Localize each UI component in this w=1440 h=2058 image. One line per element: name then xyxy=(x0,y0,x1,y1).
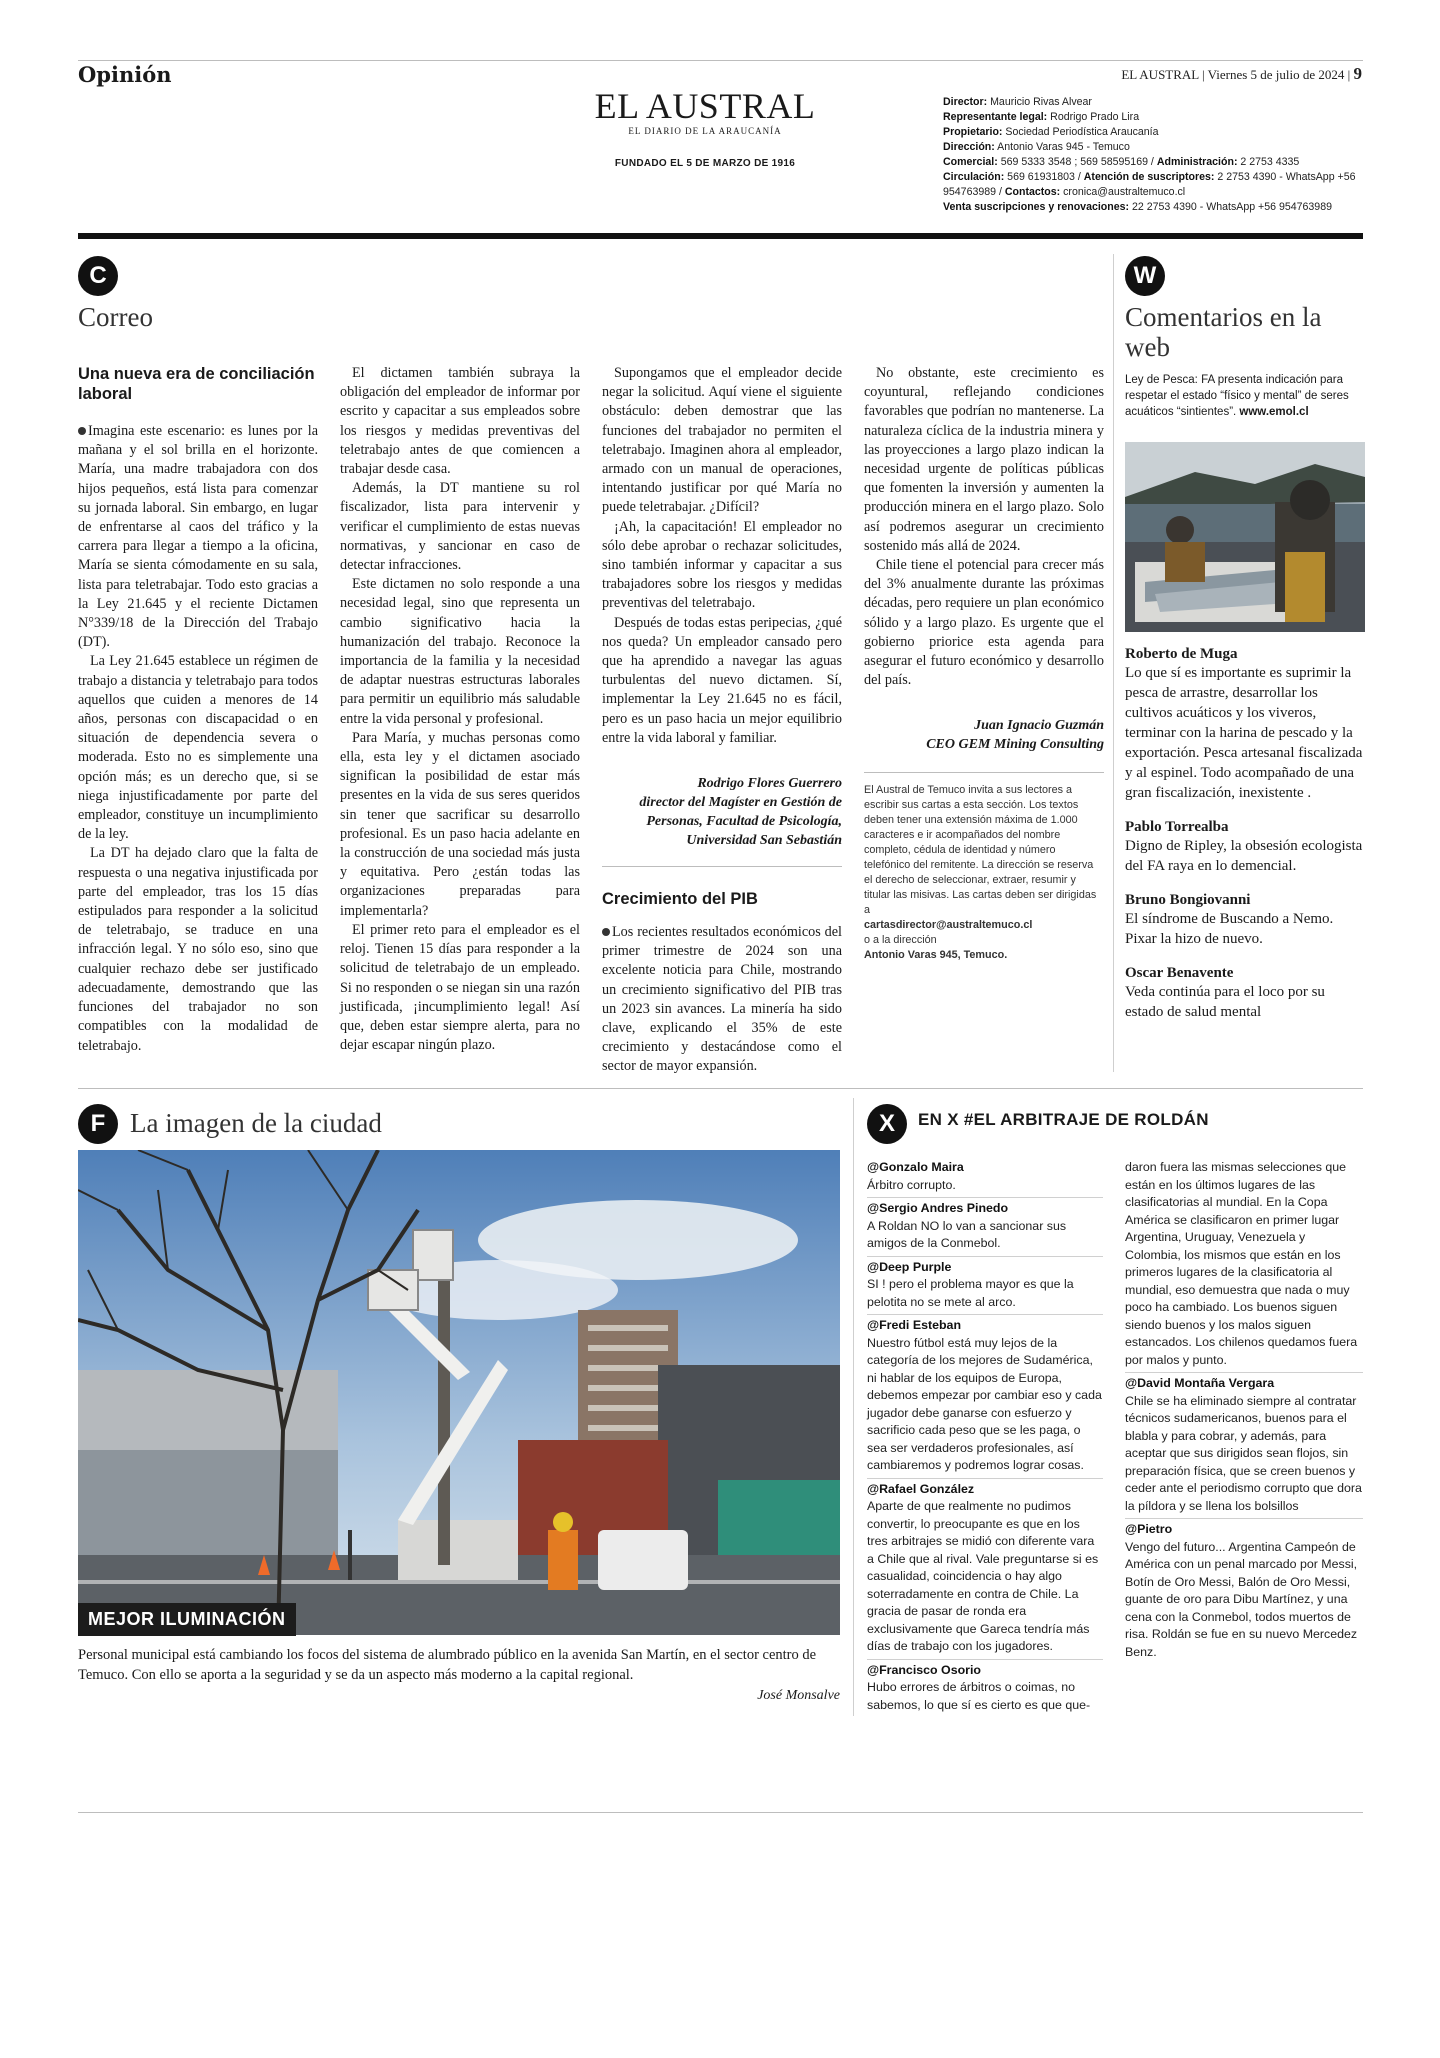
divider xyxy=(864,772,1104,773)
letter1-column-3 xyxy=(602,364,842,1077)
x-post-text: Hubo errores de árbitros o coimas, no sabemos, lo que sí es cierto es que que- xyxy=(867,1680,1091,1712)
x-post xyxy=(867,1660,1103,1718)
column-divider xyxy=(1113,254,1114,1072)
x-handle[interactable]: @Francisco Osorio xyxy=(867,1662,981,1677)
letter1-paragraph: Después de todas estas peripecias, ¿qué nos queda? Un empleador cansado pero que ha aprendido a navegar las aguas turbulentas del nuevo dictamen. Sí, implementar la Ley 21.645 no es fácil, pero es un paso hacia un mejor equilibrio entre la vida laboral y familiar. xyxy=(602,614,842,746)
masthead-founded: FUNDADO EL 5 DE MARZO DE 1916 xyxy=(614,158,796,169)
fishermen-image xyxy=(1125,442,1365,632)
city-photo xyxy=(78,1150,840,1635)
web-comment-author: Roberto de Muga xyxy=(1125,646,1238,662)
x-title: EN X #EL ARBITRAJE DE ROLDÁN xyxy=(918,1110,1209,1129)
letter1-paragraph: Además, la DT mantiene su rol fiscalizador, lista para intervenir y verificar el cumplimiento de estas nuevas normativas, y sancionar en caso de detectar infracciones. xyxy=(340,480,580,574)
x-post-text: Chile se ha eliminado siempre al contratar técnicos sudamericanos, buenos para el blabla y para cobrar, y además, para aceptar que sus dirigidos sean flojos, sin preparación física, que se creen buenos y ceder ante el periodismo corrupto que dora la píldora y se llena los bolsillos xyxy=(1125,1393,1362,1513)
x-post-text: Aparte de que realmente no pudimos convertir, lo preocupante es que en los tres arbitrajes se midió con diferente vara a Chile que al rival. Vale preguntarse si es casualidad, coincidencia o hay algo soterradamente en contra de Chile. La gracia de pasar de ronda era exclusivamente que Gareca tendría más días de trabajo con los jugadores. xyxy=(867,1499,1099,1653)
staff-box xyxy=(943,95,1363,215)
x-handle[interactable]: @Sergio Andres Pinedo xyxy=(867,1201,1009,1215)
letter1-column-1 xyxy=(78,364,318,1056)
web-comment-author: Pablo Torrealba xyxy=(1125,819,1229,835)
x-post-text: daron fuera las mismas selecciones que están en los últimos lugares de las clasificatorias al mundial. En la Copa América se clasificaron en primer lugar Argentina, Uruguay, Venezuela y Colombia, los mismos que están en los primeros lugares de la clasificatoria al mundial, eso demuestra que nada o muy poco ha cambiado. Los buenos siguen siendo buenos y los malos siguen estancados. Los chilenos quedamos fuera por malos y punto. xyxy=(1125,1160,1358,1367)
page-number: 9 xyxy=(1353,64,1362,83)
letter1-paragraph: ¡Ah, la capacitación! El empleador no sólo debe aprobar o rechazar solicitudes, sino también informar y capacitar a sus trabajadores sobre los riesgos y medidas preventivas del teletrabajo. xyxy=(602,518,842,612)
letters-email[interactable]: cartasdirector@australtemuco.cl xyxy=(864,919,1033,932)
letter1-signature: Rodrigo Flores Guerrero director del Magíster en Gestión de Personas, Facultad de Psicología, Universidad San Sebastián xyxy=(639,776,842,849)
divider xyxy=(602,866,842,867)
web-comment-text: El síndrome de Buscando a Nemo. Pixar la hizo de nuevo. xyxy=(1125,911,1334,947)
staff-line: Comercial: 569 5333 3548 ; 569 58595169 / Administración: 2 2753 4335 xyxy=(943,156,1300,168)
section-label: Opinión xyxy=(78,62,172,87)
web-comment xyxy=(1125,892,1365,949)
web-comment-author: Bruno Bongiovanni xyxy=(1125,892,1251,908)
x-column-2 xyxy=(1125,1157,1363,1664)
x-post-continued xyxy=(1125,1157,1363,1373)
letter2-paragraph: No obstante, este crecimiento es coyuntural, reflejando condiciones favorables que podrían no mantenerse. La naturaleza cíclica de la industria minera y las proyecciones a largo plazo indican la necesidad urgente de políticas públicas que fomenten la inversión y aumenten la producción minera en el largo plazo. Solo así podremos asegurar un crecimiento sostenido más allá de 2024. xyxy=(864,365,1104,554)
x-post-text: Árbitro corrupto. xyxy=(867,1177,956,1192)
x-post-text: A Roldan NO lo van a sancionar sus amigos de la Conmebol. xyxy=(867,1218,1067,1250)
letter2-paragraph: Chile tiene el potencial para crecer más del 3% anualmente durante las próximas décadas, pero requiere un plan económico sólido y a largo plazo. Es urgente que el gobierno priorice esta agenda para asegurar el futuro económico y desarrollo del país. xyxy=(864,557,1104,689)
masthead-tagline: EL DIARIO DE LA ARAUCANÍA xyxy=(628,126,782,136)
x-post xyxy=(867,1198,1103,1257)
web-comment xyxy=(1125,819,1365,876)
staff-line: Dirección: Antonio Varas 945 - Temuco xyxy=(943,141,1130,153)
staff-line: Circulación: 569 61931803 / Atención de suscriptores: 2 2753 4390 - WhatsApp +56 954763989 / Contactos: cronica@australtemuco.cl xyxy=(943,171,1356,198)
web-comment-text: Lo que sí es importante es suprimir la pesca de arrastre, desarrollar los cultivos acuáticos y los viveros, terminar con la harina de pescado y la exportación. Pesca artesanal fiscalizada y al espinel. Todo acompañado de una gran fiscalización, inexistente . xyxy=(1125,665,1363,801)
photo-credit: José Monsalve xyxy=(757,1688,840,1703)
letter2-signature: Juan Ignacio Guzmán CEO GEM Mining Consulting xyxy=(926,718,1104,753)
letter1-paragraph: La DT ha dejado claro que la falta de respuesta o una negativa injustificada por parte del empleador, tras los 15 días estipulados para responder a la solicitud de teletrabajo, se traduce en una infracción legal. Y no sólo eso, sino que cualquier rechazo debe ser justificado adecuadamente, demostrando que las funciones del trabajador no son compatibles con la modalidad de teletrabajo. xyxy=(78,845,318,1054)
x-handle[interactable]: @Pietro xyxy=(1125,1522,1173,1536)
letter1-paragraph: El dictamen también subraya la obligación del empleador de informar por escrito y capacitar a sus empleados sobre los riesgos y medidas preventivas del teletrabajo antes de que comiencen a trabajar desde casa. xyxy=(340,365,580,478)
x-post xyxy=(867,1479,1103,1660)
ciudad-title: La imagen de la ciudad xyxy=(130,1108,382,1138)
x-post-text: SI ! pero el problema mayor es que la pelotita no se mete al arco. xyxy=(867,1277,1074,1309)
staff-line: Venta suscripciones y renovaciones: 22 2753 4390 - WhatsApp +56 954763989 xyxy=(943,201,1332,213)
street-lighting-image xyxy=(78,1150,840,1635)
web-comment xyxy=(1125,646,1365,803)
letters-invite: El Austral de Temuco invita a sus lectores a escribir sus cartas a esta sección. Los textos deben tener una extensión máxima de 1.000 caracteres e ir acompañados del nombre completo, cédula de identidad y número telefónico del remitente. La dirección se reserva el derecho de seleccionar, extraer, resumir y titular las misivas. Las cartas deben ser dirigidas a cartasdirector@australtemuco.cl o a la dirección Antonio Varas 945, Temuco. xyxy=(864,784,1097,962)
bullet-icon xyxy=(78,427,86,435)
header-top-rule xyxy=(78,60,1363,61)
web-intro-site[interactable]: www.emol.cl xyxy=(1239,406,1309,418)
letter2-headline: Crecimiento del PIB xyxy=(602,890,758,909)
dateline xyxy=(1121,64,1362,84)
header-bottom-bar xyxy=(78,233,1363,239)
web-badge: W xyxy=(1125,256,1165,296)
x-post xyxy=(1125,1373,1363,1519)
photo-tag: MEJOR ILUMINACIÓN xyxy=(78,1603,296,1636)
photo-caption: Personal municipal está cambiando los focos del sistema de alumbrado público en la avenida San Martín, en el sector centro de Temuco. Con ello se aporta a la seguridad y se da un aspecto más moderno a la capital regional. xyxy=(78,1647,817,1683)
correo-title: Correo xyxy=(78,302,153,332)
web-comment-text: Digno de Ripley, la obsesión ecologista del FA raya en lo demencial. xyxy=(1125,838,1363,874)
web-intro: Ley de Pesca: FA presenta indicación para respetar el estado “físico y mental” de seres acuáticos “sintientes”. www.emol.cl xyxy=(1125,374,1349,418)
section-divider xyxy=(78,1088,1363,1089)
dateline-text: EL AUSTRAL | Viernes 5 de julio de 2024 | xyxy=(1121,67,1351,82)
web-title: Comentarios en la web xyxy=(1125,302,1322,362)
x-post-text: Nuestro fútbol está muy lejos de la categoría de los mejores de Sudamérica, ni hablar de los equipos de Europa, debemos empezar por cambiar eso y cada jugador debe ganarse con esfuerzo y sacrificio cada peso que se les paga, o sea ser verdaderos profesionales, así cambiaremos y podremos lograr cosas. xyxy=(867,1335,1102,1472)
correo-badge: C xyxy=(78,256,118,296)
web-comment xyxy=(1125,965,1365,1022)
letter1-paragraph: El primer reto para el empleador es el reloj. Tienen 15 días para responder a la solicitud de teletrabajo de un empleado. Si no responden o se niegan sin una razón justificada, ¡incumplimiento legal! Así que, deben estar siempre alerta, para no dejar escapar ningún plazo. xyxy=(340,921,580,1054)
masthead-logo xyxy=(560,88,850,169)
web-comment-text: Veda continúa para el loco por su estado de salud mental xyxy=(1125,984,1325,1020)
x-badge: X xyxy=(867,1104,907,1144)
x-column-1 xyxy=(867,1157,1103,1717)
letter1-column-2 xyxy=(340,364,580,1055)
web-comments xyxy=(1125,630,1365,1022)
x-post xyxy=(867,1257,1103,1316)
letter1-paragraph: Imagina este escenario: es lunes por la mañana y el sol brilla en el horizonte. María, una madre trabajadora con dos hijos pequeños, está lista para comenzar su jornada laboral. Sin embargo, en lugar de enfrentarse al caos del tráfico y la carrera para llegar a tiempo a la oficina, María se sienta cómodamente en su sala, lista para teletrabajar. Todo esto gracias a la Ley 21.645 y el reciente Dictamen N°339/18 de la Dirección del Trabajo (DT). xyxy=(78,423,318,651)
page-bottom-rule xyxy=(78,1812,1363,1813)
x-post xyxy=(867,1157,1103,1198)
staff-line: Representante legal: Rodrigo Prado Lira xyxy=(943,111,1140,123)
ciudad-badge: F xyxy=(78,1104,118,1144)
masthead-name: EL AUSTRAL xyxy=(594,86,816,126)
x-handle[interactable]: @Fredi Esteban xyxy=(867,1318,962,1332)
x-handle[interactable]: @Deep Purple xyxy=(867,1259,952,1274)
x-handle[interactable]: @David Montaña Vergara xyxy=(1125,1376,1275,1390)
letter1-paragraph: Para María, y muchas personas como ella, esta ley y el dictamen asociado significan la posibilidad de estar más presentes en la vida de sus seres queridos sin tener que sacrificar su desarrollo profesional. Es un paso hacia adelante en la construcción de una sociedad más justa y equitativa. Pero ¿están todas las organizaciones preparadas para implementarla? xyxy=(340,729,580,919)
staff-line: Director: Mauricio Rivas Alvear xyxy=(943,96,1092,108)
bullet-icon xyxy=(602,928,610,936)
letter2-column-4 xyxy=(864,364,1104,963)
x-handle[interactable]: @Gonzalo Maira xyxy=(867,1160,964,1174)
staff-line: Propietario: Sociedad Periodística Araucanía xyxy=(943,126,1159,138)
letter1-paragraph: Supongamos que el empleador decide negar la solicitud. Aquí viene el siguiente obstáculo: deben demostrar que las funciones del trabajador no permiten el teletrabajo. Imaginen ahora al empleador, armado con un manual de operaciones, intentando justificar por qué María no puede teletrabajar. ¿Difícil? xyxy=(602,365,842,516)
column-divider xyxy=(853,1098,854,1716)
x-post-text: Vengo del futuro... Argentina Campeón de América con un penal marcado por Messi, Botín de Oro Messi, Balón de Oro Messi, guante de oro para Dibu Martínez, y una cena con la Conmebol, todos muertos de risa. Roldán se fue en su nuevo Mercedez Benz. xyxy=(1125,1539,1358,1659)
x-handle[interactable]: @Rafael González xyxy=(867,1481,975,1496)
x-post xyxy=(867,1315,1103,1479)
x-post xyxy=(1125,1519,1363,1664)
web-comment-author: Oscar Benavente xyxy=(1125,965,1234,981)
web-photo xyxy=(1125,442,1365,632)
letter1-paragraph: La Ley 21.645 establece un régimen de trabajo a distancia y teletrabajo para todos aquellos que cuiden a menores de 14 años, personas con discapacidad o en situación de dependencia severa o moderada. Esto no es simplemente una opción más; es un derecho que, si se niega injustificadamente por parte del empleador, constituye un incumplimiento de la ley. xyxy=(78,653,318,843)
letter1-headline: Una nueva era de conciliación laboral xyxy=(78,365,315,403)
letter2-paragraph: Los recientes resultados económicos del primer trimestre de 2024 son una excelente noticia para Chile, mostrando un crecimiento significativo del PIB tras un 2023 sin avances. La minería ha sido clave, explicando el 35% de este crecimiento y destacándose como el sector de mayor expansión. xyxy=(602,924,842,1075)
letters-address: Antonio Varas 945, Temuco. xyxy=(864,949,1008,962)
letter1-paragraph: Este dictamen no solo responde a una necesidad legal, sino que representa un cambio significativo hacia la humanización del trabajo. Reconoce la importancia de la familia y la necesidad de adaptar nuestras estructuras laborales para permitir un equilibrio más saludable entre la vida personal y profesional. xyxy=(340,576,580,727)
